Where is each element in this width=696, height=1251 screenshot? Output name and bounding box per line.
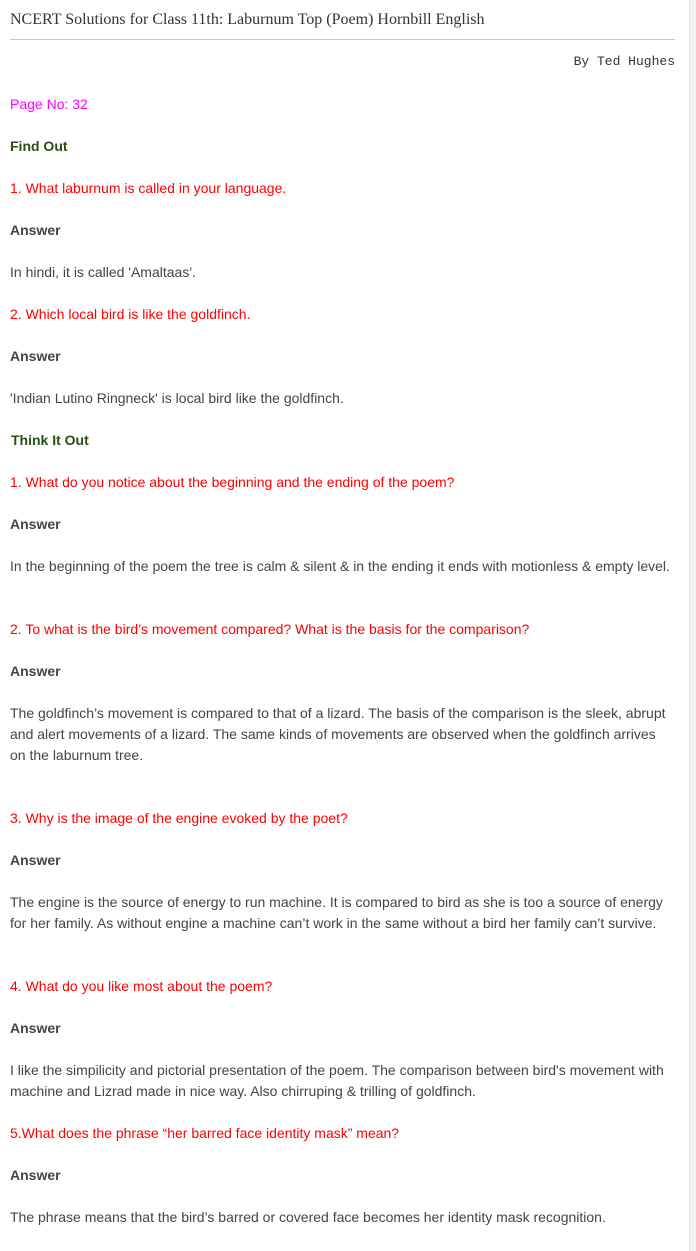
answer-text: In the beginning of the poem the tree is calm & silent & in the ending it ends with motionless & empty level. [10, 558, 670, 574]
question: 5.What does the phrase “her barred face identity mask” mean? [10, 1125, 400, 1141]
answer-text: 'Indian Lutino Ringneck' is local bird like the goldfinch. [10, 390, 344, 406]
answer-text: The goldfinch’s movement is compared to that of a lizard. The basis of the comparison is the sleek, abrupt and alert movements of a lizard. The same kinds of movements are observed when the goldfinch arrives on the laburnum tree. [10, 705, 666, 763]
answer-text: I like the simpilicity and pictorial presentation of the poem. The comparison between bird's movement with machine and Lizrad made in nice way. Also chirruping & trilling of goldfinch. [10, 1062, 664, 1099]
answer-label: Answer [10, 852, 61, 868]
answer-text: In hindi, it is called 'Amaltaas'. [10, 264, 196, 280]
answer-label: Answer [10, 1167, 61, 1183]
answer-label: Answer [10, 222, 61, 238]
question: 4. What do you like most about the poem? [10, 978, 273, 994]
page-scrollbar[interactable] [689, 0, 696, 1251]
question: 1. What do you notice about the beginning and the ending of the poem? [10, 474, 455, 490]
answer-label: Answer [10, 348, 61, 364]
answer-text: The engine is the source of energy to run machine. It is compared to bird as she is too a source of energy for her family. As without engine a machine can’t work in the same without a bird her family can’t survive. [10, 894, 663, 931]
answer-label: Answer [10, 1020, 61, 1036]
question: 2. Which local bird is like the goldfinch. [10, 306, 251, 322]
section-heading-think-it-out: Think It Out [11, 432, 89, 448]
answer-label: Answer [10, 516, 61, 532]
page-number: Page No: 32 [10, 96, 88, 112]
title-divider [10, 39, 675, 40]
section-heading-find-out: Find Out [10, 138, 68, 154]
page-title: NCERT Solutions for Class 11th: Laburnum Top (Poem) Hornbill English [10, 11, 485, 28]
answer-label: Answer [10, 663, 61, 679]
question: 1. What laburnum is called in your language. [10, 180, 287, 196]
answer-text: The phrase means that the bird’s barred or covered face becomes her identity mask recognition. [10, 1209, 606, 1225]
question: 2. To what is the bird’s movement compared? What is the basis for the comparison? [10, 621, 530, 637]
author-byline: By Ted Hughes [573, 54, 675, 69]
question: 3. Why is the image of the engine evoked by the poet? [10, 810, 348, 826]
